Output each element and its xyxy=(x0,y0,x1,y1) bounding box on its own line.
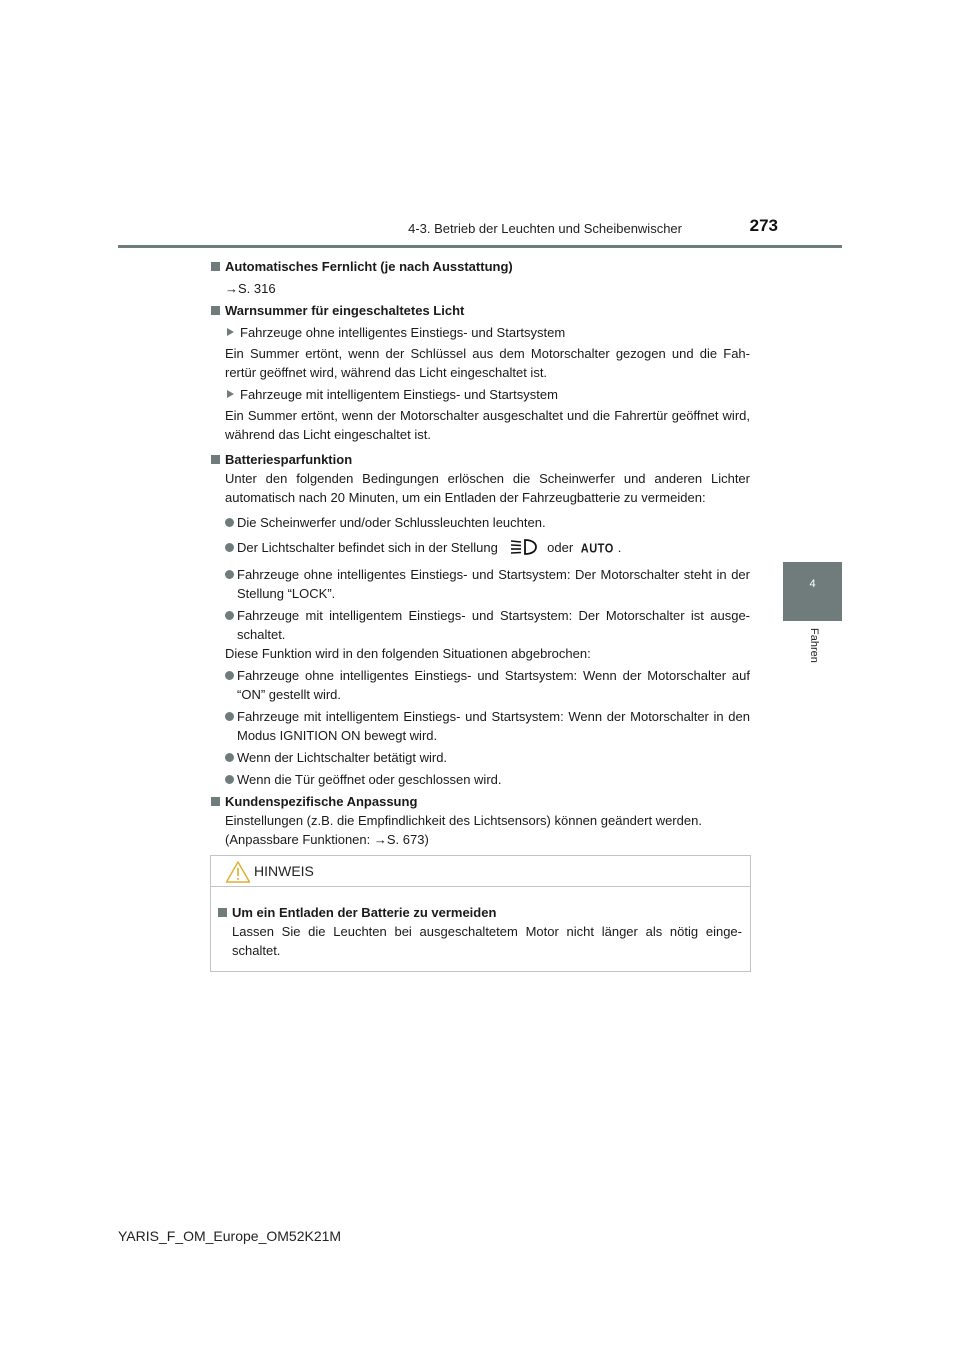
paragraph: Ein Summer ertönt, wenn der Schlüssel aus dem Motorschalter gezogen und die Fah-rertür geöffnet wird, während das Licht eingeschaltet ist. xyxy=(225,346,750,380)
notice-body xyxy=(211,887,750,960)
auto-light-icon: AUTO xyxy=(580,542,614,556)
list-item: Wenn die Tür geöffnet oder geschlossen wird. xyxy=(210,770,750,789)
vehicle-variant-subheading: Fahrzeuge mit intelligentem Einstiegs- und Startsystem xyxy=(210,385,750,404)
notice-title: HINWEIS xyxy=(254,863,314,879)
document-code: YARIS_F_OM_Europe_OM52K21M xyxy=(118,1228,342,1244)
section-heading: Batteriesparfunktion xyxy=(210,450,750,469)
paragraph: Ein Summer ertönt, wenn der Motorschalter ausgeschaltet und die Fahrertür geöffnet wird, während das Licht eingeschaltet ist. xyxy=(225,408,750,442)
section-heading: Automatisches Fernlicht (je nach Ausstattung) xyxy=(210,257,750,276)
notice-header xyxy=(211,856,750,887)
list-item: Die Scheinwerfer und/oder Schlussleuchten leuchten. xyxy=(210,513,750,532)
vehicle-variant-subheading: Fahrzeuge ohne intelligentes Einstiegs- und Startsystem xyxy=(210,323,750,342)
paragraph: Unter den folgenden Bedingungen erlöschen die Scheinwerfer und anderen Lichter automatisch nach 20 Minuten, um ein Entladen der Fahrzeugbatterie zu vermeiden: xyxy=(225,471,750,505)
section-heading: Warnsummer für eingeschaltetes Licht xyxy=(210,301,750,320)
notice-box xyxy=(210,855,751,972)
list-item-text: oder xyxy=(547,540,574,555)
main-content xyxy=(210,254,750,849)
page-reference-link[interactable]: →S. 316 xyxy=(225,281,276,296)
chapter-label xyxy=(804,628,822,688)
paragraph: Diese Funktion wird in den folgenden Situationen abgebrochen: xyxy=(225,646,591,661)
chapter-label-text: Fahren xyxy=(808,628,820,663)
header-divider xyxy=(118,245,842,248)
page-number: 273 xyxy=(749,216,778,235)
chapter-tab[interactable] xyxy=(783,562,842,621)
list-item: Fahrzeuge ohne intelligentes Einstiegs- und Startsystem: Der Motorschalter steht in der Stellung “LOCK”. xyxy=(210,565,750,603)
section-title: 4-3. Betrieb der Leuchten und Scheibenwischer xyxy=(408,221,682,236)
list-item: Fahrzeuge ohne intelligentes Einstiegs- und Startsystem: Wenn der Motorschalter auf “ON” gestellt wird. xyxy=(210,666,750,704)
notice-heading: Um ein Entladen der Batterie zu vermeiden xyxy=(217,903,742,922)
list-item-text: . xyxy=(617,540,622,555)
section-heading: Kundenspezifische Anpassung xyxy=(210,792,750,811)
list-item: Fahrzeuge mit intelligentem Einstiegs- und Startsystem: Wenn der Motorschalter in den Modus IGNITION ON bewegt wird. xyxy=(210,707,750,745)
paragraph: Einstellungen (z.B. die Empfindlichkeit des Lichtsensors) können geändert werden. xyxy=(225,813,702,828)
notice-text: Lassen Sie die Leuchten bei ausgeschaltetem Motor nicht länger als nötig einge-schaltet. xyxy=(232,924,742,958)
list-item: Wenn der Lichtschalter betätigt wird. xyxy=(210,748,750,767)
list-item: Fahrzeuge mit intelligentem Einstiegs- und Startsystem: Der Motorschalter ist ausge-schaltet. xyxy=(210,606,750,644)
chapter-number: 4 xyxy=(809,578,816,590)
list-item xyxy=(210,538,750,559)
page-reference-link[interactable]: (Anpassbare Funktionen: →S. 673) xyxy=(225,832,429,847)
headlamp-icon xyxy=(508,538,538,556)
list-item-text: Der Lichtschalter befindet sich in der Stellung xyxy=(237,540,498,555)
warning-icon xyxy=(225,860,251,884)
